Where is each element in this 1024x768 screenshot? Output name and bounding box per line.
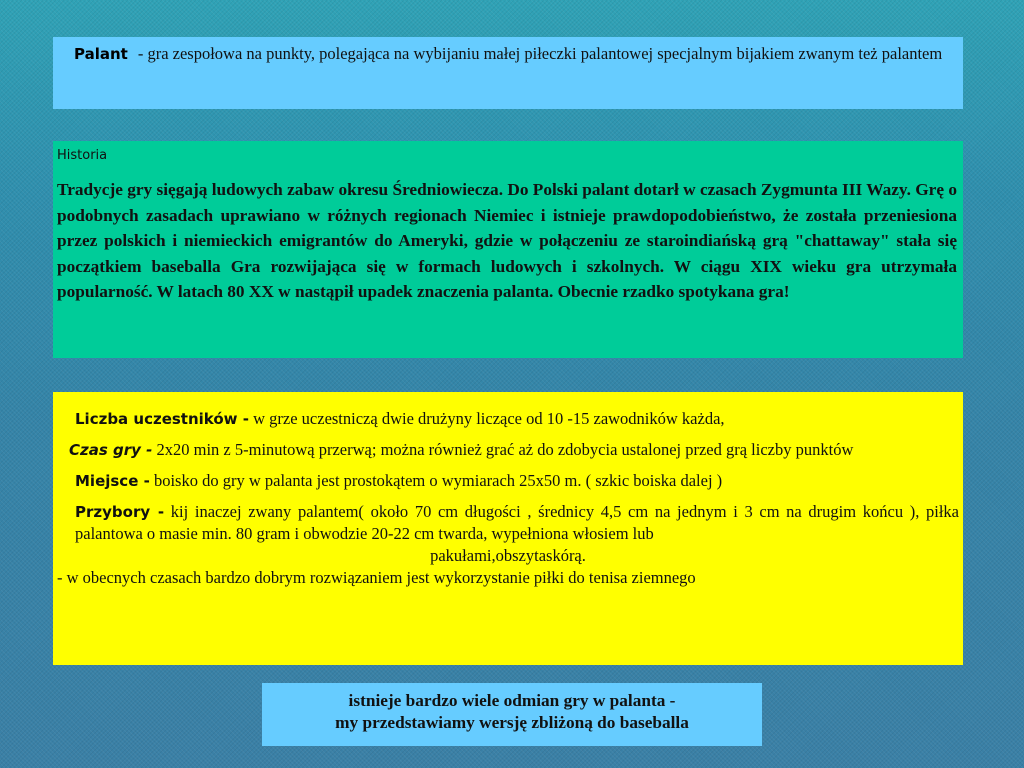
rule-equipment-note: - w obecnych czasach bardzo dobrym rozwiązaniem jest wykorzystanie piłki do tenisa ziemnego [57,568,696,587]
history-box [53,141,963,358]
rule-equipment-text: kij inaczej zwany palantem( około 70 cm długości , średnicy 4,5 cm na jednym i 3 cm na drugim końcu ), piłka palantowa o masie min. 80 gram i obwodzie 20-22 cm twarda, wypełniona włosiem lub [75,502,959,543]
rule-participants-label: Liczba uczestników - [75,410,249,428]
rule-equipment-label: Przybory - [75,503,165,521]
rule-equipment [57,501,959,545]
definition-box [53,37,963,109]
definition-term: Palant [74,45,128,63]
rules-box [53,392,963,665]
definition-text: gra zespołowa na punkty, polegająca na wybijaniu małej piłeczki palantowej specjalnym bijakiem zwanym też palantem [147,44,943,63]
rule-participants [57,408,959,430]
rule-duration-label: Czas gry - [69,441,153,459]
variants-note-line-1: istnieje bardzo wiele odmian gry w palanta - [348,691,676,710]
rule-duration [57,439,959,461]
history-title: Historia [57,148,108,163]
rule-place-label: Miejsce - [75,472,150,490]
rule-participants-text: w grze uczestniczą dwie drużyny liczące od 10 -15 zawodników każda, [253,409,725,428]
rule-duration-text: 2x20 min z 5-minutową przerwą; można również grać aż do zdobycia ustalonej przed grą liczby punktów [156,440,854,459]
variants-note-box [262,683,762,746]
definition-separator: - [137,44,144,63]
history-body: Tradycje gry sięgają ludowych zabaw okresu Średniowiecza. Do Polski palant dotarł w czasach Zygmunta III Wazy. Grę o podobnych zasadach uprawiano w różnych regionach Niemiec i istnieje prawdopodobieństwo, że została przeniesiona przez polskich i niemieckich emigrantów do Ameryki, gdzie w połączeniu ze staroindiańską grą "chattaway" stała się początkiem baseballa Gra rozwijająca się w formach ludowych i szkolnych. W ciągu XIX wieku gra utrzymała popularność. W latach 80 XX w nastąpił upadek znaczenia palanta. Obecnie rzadko spotykana gra! [57,180,957,301]
rule-equipment-text-center: pakułami,obszytaskórą. [430,546,586,565]
rule-place-text: boisko do gry w palanta jest prostokątem o wymiarach 25x50 m. ( szkic boiska dalej ) [153,471,723,490]
variants-note-line-2: my przedstawiamy wersję zbliżoną do baseballa [335,713,689,732]
rule-place [57,470,959,492]
